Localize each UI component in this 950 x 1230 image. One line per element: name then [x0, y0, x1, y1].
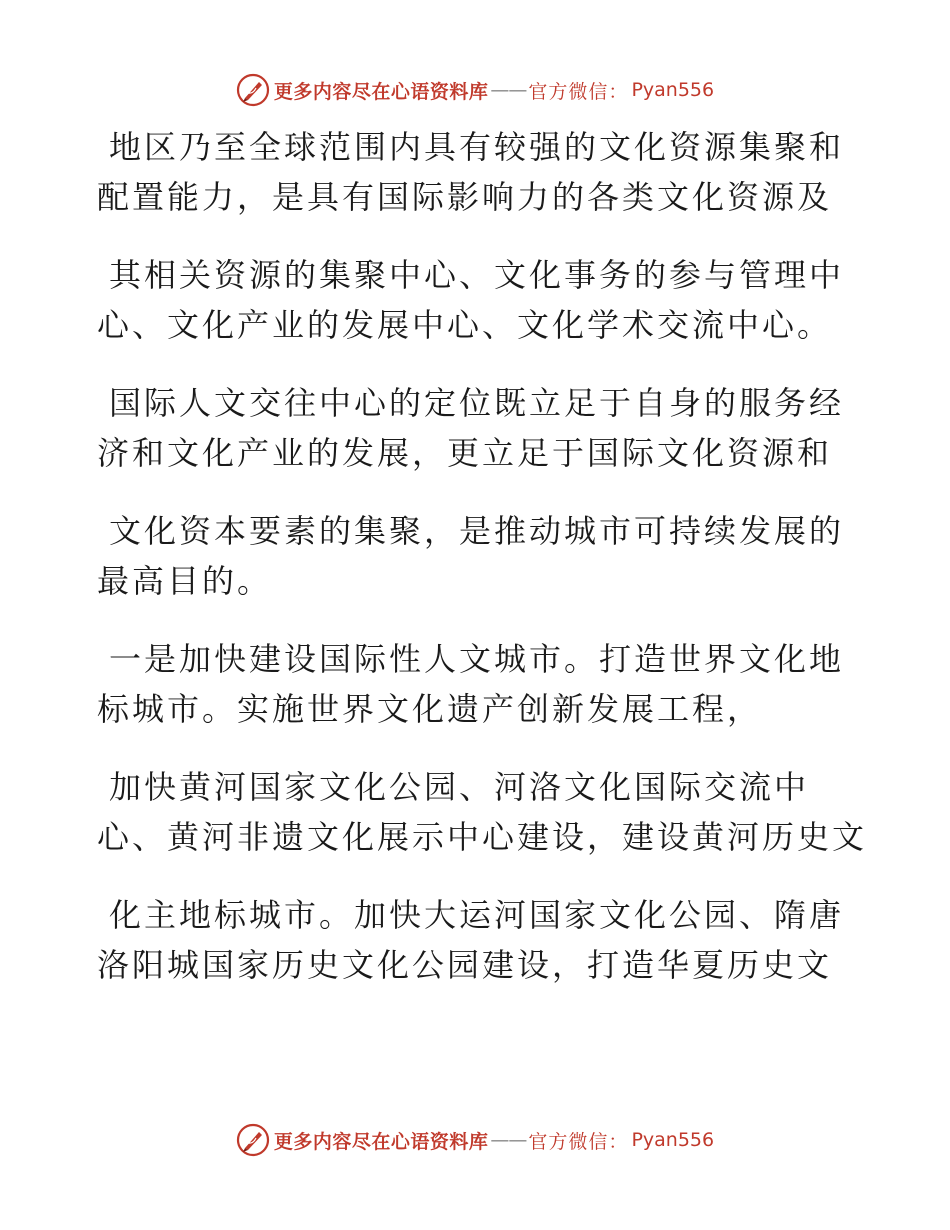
banner-dash: ——: [490, 1129, 527, 1151]
text-line: 地区乃至全球范围内具有较强的文化资源集聚和: [109, 128, 845, 166]
text-line: 化主地标城市。加快大运河国家文化公园、隋唐: [109, 896, 845, 934]
text-line: 文化资本要素的集聚，是推动城市可持续发展的: [109, 512, 845, 550]
banner-wechat-id: Pyan556: [631, 79, 715, 101]
banner-wechat-id: Pyan556: [631, 1129, 715, 1151]
banner-dash: ——: [490, 79, 527, 101]
text-line: 标城市。实施世界文化遗产创新发展工程，: [97, 690, 763, 728]
text-block: [97, 506, 867, 606]
text-line: 加快黄河国家文化公园、河洛文化国际交流中: [109, 768, 810, 806]
banner-wechat-label: 官方微信: [528, 80, 609, 103]
text-block: [97, 890, 867, 990]
text-line: 最高目的。: [97, 562, 273, 600]
text-line: 济和文化产业的发展，更立足于国际文化资源和: [97, 434, 833, 472]
text-block: [97, 122, 867, 222]
banner-colon: ：: [608, 80, 628, 103]
banner-colon: ：: [608, 1130, 628, 1153]
banner-promo-text: 更多内容尽在心语资料库: [273, 1130, 489, 1153]
footer-banner: [0, 1120, 950, 1160]
text-line: 其相关资源的集聚中心、文化事务的参与管理中: [109, 256, 845, 294]
banner-promo-text: 更多内容尽在心语资料库: [273, 80, 489, 103]
text-line: 配置能力，是具有国际影响力的各类文化资源及: [97, 178, 833, 216]
banner-wechat-label: 官方微信: [528, 1130, 609, 1153]
quill-pen-logo-icon: [236, 73, 270, 107]
text-line: 一是加快建设国际性人文城市。打造世界文化地: [109, 640, 845, 678]
header-banner: [0, 70, 950, 110]
text-line: 心、黄河非遗文化展示中心建设，建设黄河历史文: [97, 818, 868, 856]
text-line: 洛阳城国家历史文化公园建设，打造华夏历史文: [97, 946, 833, 984]
text-line: 心、文化产业的发展中心、文化学术交流中心。: [97, 306, 833, 344]
quill-pen-logo-icon: [236, 1123, 270, 1157]
document-body: [97, 122, 867, 1018]
text-block: [97, 378, 867, 478]
text-block: [97, 634, 867, 734]
text-block: [97, 762, 867, 862]
text-line: 国际人文交往中心的定位既立足于自身的服务经: [109, 384, 845, 422]
text-block: [97, 250, 867, 350]
